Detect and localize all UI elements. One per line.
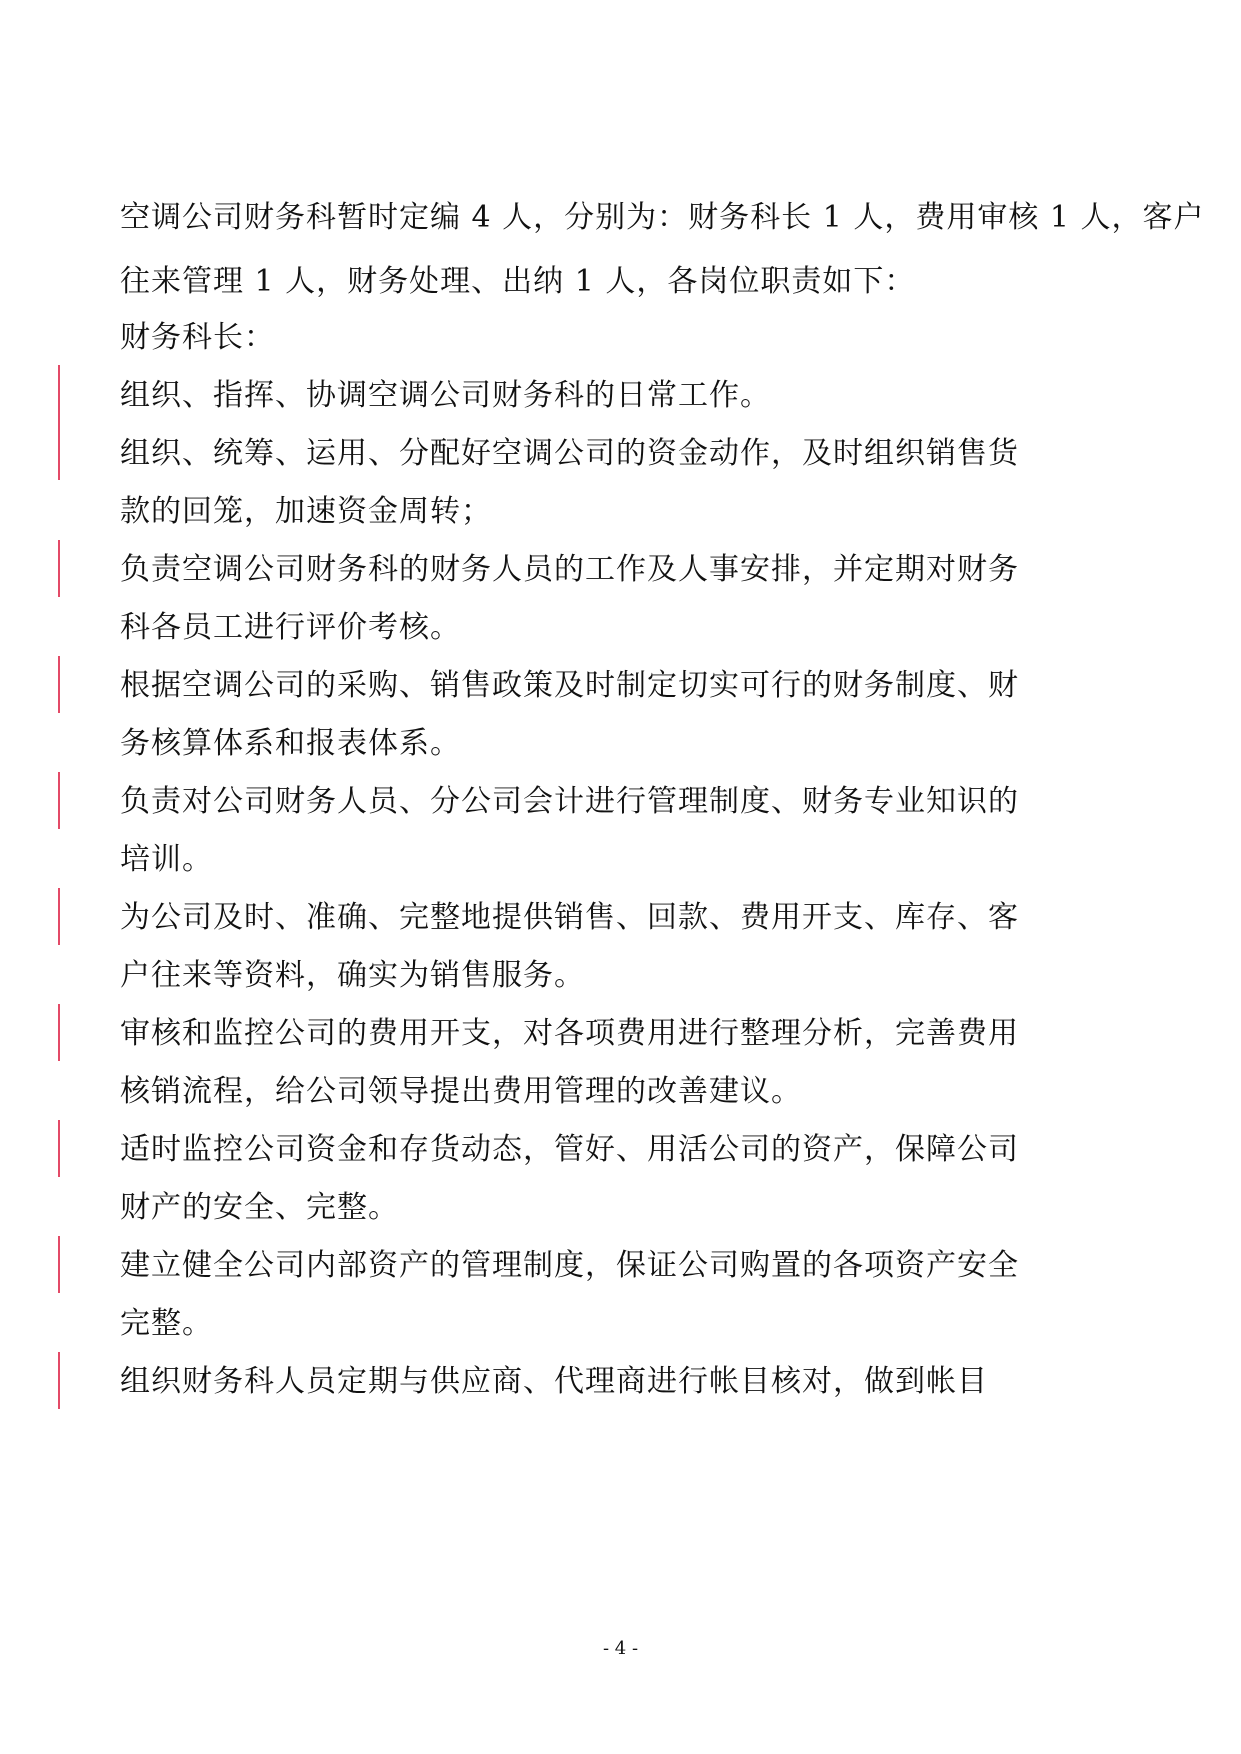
duty-8-line-2: 财产的安全、完整。	[120, 1190, 399, 1225]
duty-9-line-2: 完整。	[120, 1306, 213, 1341]
duty-2-line-2: 款的回笼，加速资金周转；	[120, 494, 492, 529]
duty-5-line-2: 培训。	[120, 842, 213, 877]
intro-line-2: 往来管理 1 人，财务处理、出纳 1 人，各岗位职责如下：	[120, 264, 916, 299]
duty-3-line-2: 科各员工进行评价考核。	[120, 610, 461, 645]
duty-10-line-1: 组织财务科人员定期与供应商、代理商进行帐目核对，做到帐目	[120, 1364, 988, 1399]
duty-4-line-2: 务核算体系和报表体系。	[120, 726, 461, 761]
duty-9-line-1: 建立健全公司内部资产的管理制度，保证公司购置的各项资产安全	[120, 1248, 1019, 1283]
section-heading: 财务科长：	[120, 320, 275, 355]
revision-bar	[58, 1120, 60, 1177]
duty-2-line-1: 组织、统筹、运用、分配好空调公司的资金动作，及时组织销售货	[120, 436, 1019, 471]
duty-8-line-1: 适时监控公司资金和存货动态，管好、用活公司的资产，保障公司	[120, 1132, 1019, 1167]
duty-6-line-1: 为公司及时、准确、完整地提供销售、回款、费用开支、库存、客	[120, 900, 1019, 935]
revision-bar	[58, 1236, 60, 1293]
duty-5-line-1: 负责对公司财务人员、分公司会计进行管理制度、财务专业知识的	[120, 784, 1019, 819]
revision-bar	[58, 365, 60, 480]
intro-line-1: 空调公司财务科暂时定编 4 人，分别为：财务科长 1 人，费用审核 1 人，客户	[120, 200, 1205, 235]
duty-7-line-1: 审核和监控公司的费用开支，对各项费用进行整理分析，完善费用	[120, 1016, 1019, 1051]
revision-bar	[58, 1004, 60, 1061]
duty-1-line-1: 组织、指挥、协调空调公司财务科的日常工作。	[120, 378, 771, 413]
duty-4-line-1: 根据空调公司的采购、销售政策及时制定切实可行的财务制度、财	[120, 668, 1019, 703]
revision-bar	[58, 540, 60, 597]
revision-bar	[58, 1352, 60, 1409]
revision-bar	[58, 772, 60, 829]
duty-6-line-2: 户往来等资料，确实为销售服务。	[120, 958, 585, 993]
duty-3-line-1: 负责空调公司财务科的财务人员的工作及人事安排，并定期对财务	[120, 552, 1019, 587]
duty-7-line-2: 核销流程，给公司领导提出费用管理的改善建议。	[120, 1074, 802, 1109]
revision-bar	[58, 656, 60, 713]
revision-bar	[58, 888, 60, 945]
page-number: - 4 -	[602, 1638, 639, 1659]
